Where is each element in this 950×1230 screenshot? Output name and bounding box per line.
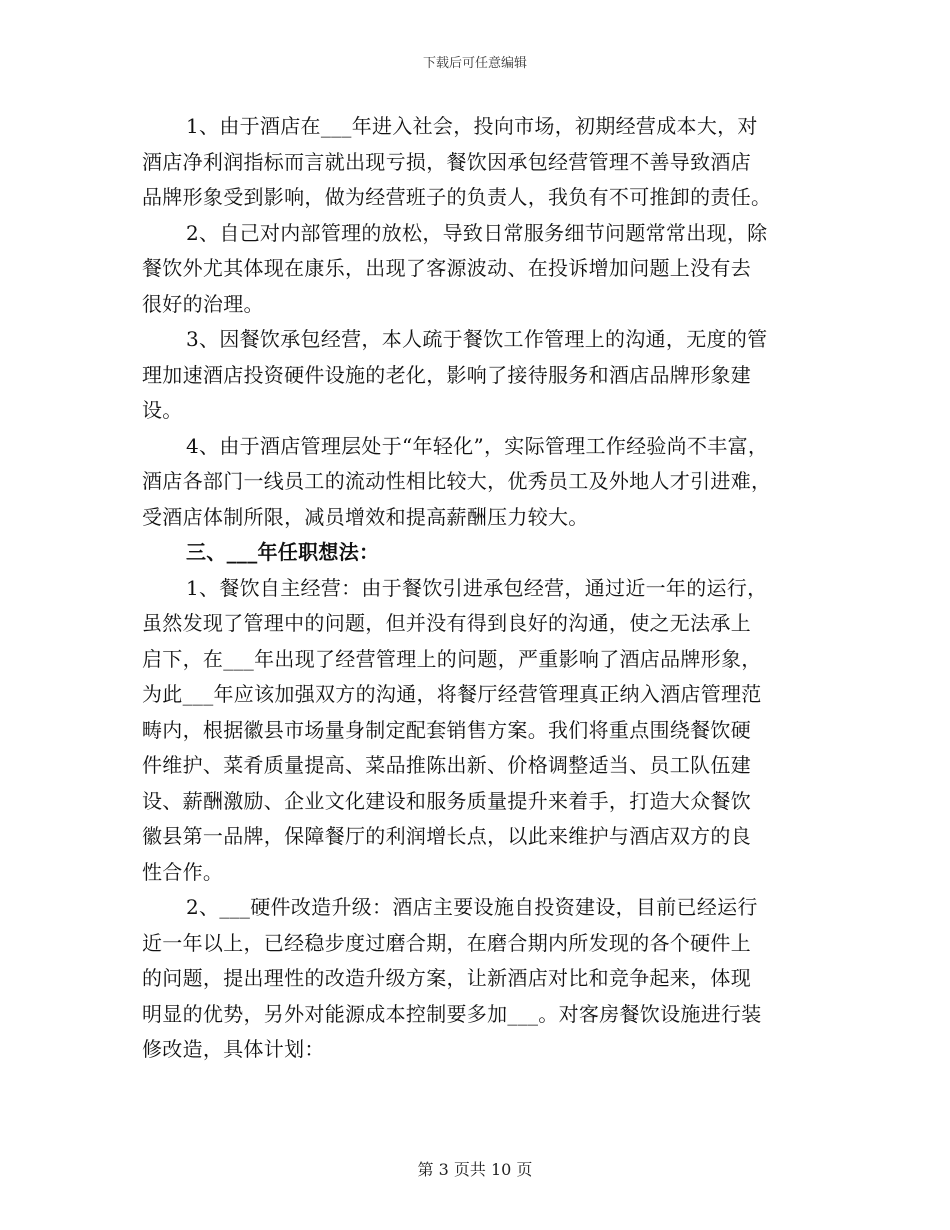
text-line: 1、由于酒店在___年进入社会，投向市场，初期经营成本大，对 — [186, 114, 758, 138]
page-header: 下载后可任意编辑 — [422, 56, 527, 71]
text-line: 性合作。 — [142, 859, 224, 884]
text-line: 修改造，具体计划： — [142, 1037, 325, 1061]
text-line: 酒店各部门一线员工的流动性相比较大，优秀员工及外地人才引进难， — [142, 469, 772, 493]
text-line: 近一年以上，已经稳步度过磨合期，在磨合期内所发现的各个硬件上 — [142, 930, 751, 955]
text-line: 2、自己对内部管理的放松，导致日常服务细节问题常常出现，除 — [186, 220, 768, 245]
text-line: 受酒店体制所限，减员增效和提高薪酬压力较大。 — [142, 504, 589, 529]
document-body — [142, 109, 817, 1068]
section-heading — [142, 535, 817, 571]
text-line: 理加速酒店投资硬件设施的老化，影响了接待服务和酒店品牌形象建 — [142, 362, 751, 387]
text-line: 畴内，根据徽县市场量身制定配套销售方案。我们将重点围绕餐饮硬 — [142, 717, 751, 742]
heading-text: 三、___年任职想法： — [186, 540, 380, 564]
text-line: 品牌形象受到影响，做为经营班子的负责人，我负有不可推卸的责任。 — [142, 185, 772, 209]
page-footer: 第 3 页共 10 页 — [417, 1160, 533, 1179]
text-line: 4、由于酒店管理层处于“年轻化”，实际管理工作经验尚不丰富， — [186, 433, 769, 458]
text-line: 餐饮外尤其体现在康乐，出现了客源波动、在投诉增加问题上没有去 — [142, 256, 751, 280]
text-line: 明显的优势，另外对能源成本控制要多加___。对客房餐饮设施进行装 — [142, 1001, 762, 1026]
text-line: 很好的治理。 — [142, 291, 264, 316]
text-line: 为此___年应该加强双方的沟通，将餐厅经营管理真正纳入酒店管理范 — [142, 682, 762, 706]
text-line: 设、薪酬激励、企业文化建设和服务质量提升来着手，打造大众餐饮 — [142, 788, 751, 813]
text-line: 的问题，提出理性的改造升级方案，让新酒店对比和竞争起来，体现 — [142, 966, 751, 990]
text-line: 件维护、菜肴质量提高、菜品推陈出新、价格调整适当、员工队伍建 — [142, 753, 751, 777]
paragraph-4 — [142, 429, 817, 536]
text-line: 2、___硬件改造升级：酒店主要设施自投资建设，目前已经运行 — [186, 895, 758, 919]
text-line: 设。 — [142, 398, 183, 422]
paragraph-2 — [142, 216, 817, 323]
text-line: 启下，在___年出现了经营管理上的问题，严重影响了酒店品牌形象， — [142, 646, 762, 671]
paragraph-5 — [142, 571, 817, 891]
paragraph-6 — [142, 890, 817, 1068]
text-line: 徽县第一品牌，保障餐厅的利润增长点，以此来维护与酒店双方的良 — [142, 824, 751, 848]
text-line: 3、因餐饮承包经营，本人疏于餐饮工作管理上的沟通，无度的管 — [186, 327, 768, 351]
text-line: 1、餐饮自主经营：由于餐饮引进承包经营，通过近一年的运行， — [186, 575, 768, 600]
paragraph-3 — [142, 322, 817, 429]
paragraph-1 — [142, 109, 817, 216]
text-line: 酒店净利润指标而言就出现亏损，餐饮因承包经营管理不善导致酒店 — [142, 149, 751, 174]
text-line: 虽然发现了管理中的问题，但并没有得到良好的沟通，使之无法承上 — [142, 611, 751, 635]
